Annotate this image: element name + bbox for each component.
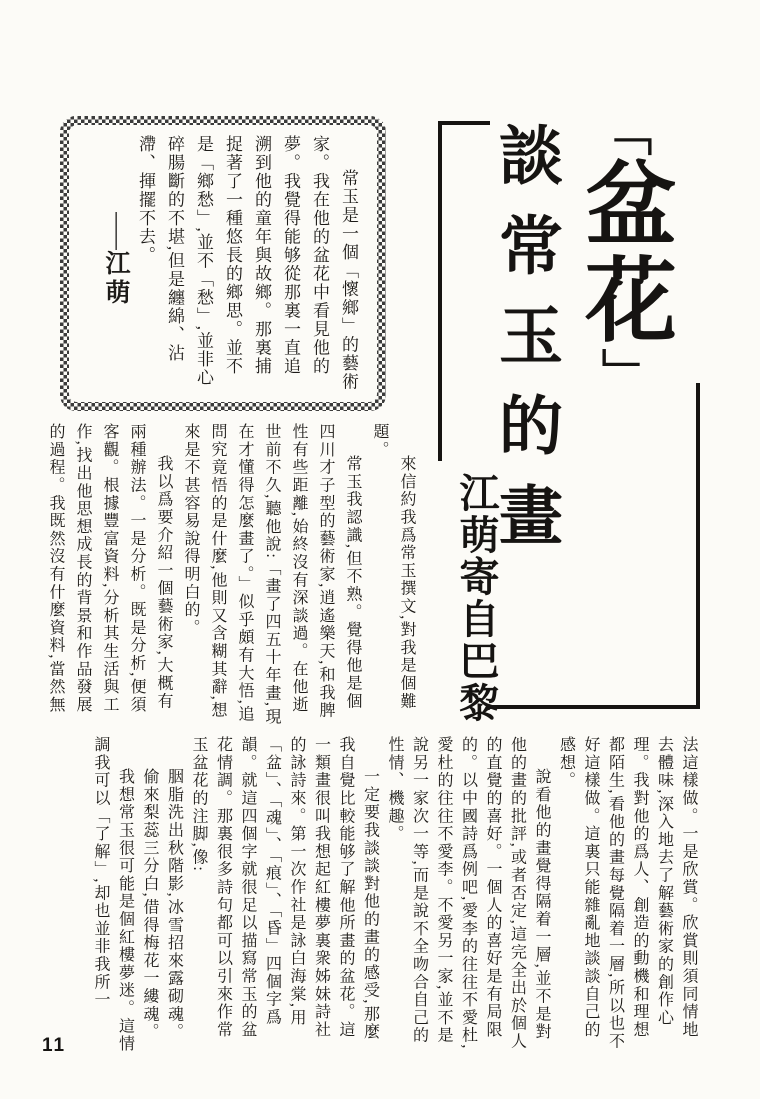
pull-quote-inner — [69, 125, 377, 402]
article-title-sub: 談常玉的畫 — [490, 122, 562, 572]
paragraph: 來信約我爲常玉撰文,對我是個難題。 — [371, 423, 415, 710]
poem-line: 胭脂洗出秋階影,冰雪招來露砌魂。 — [165, 768, 183, 1041]
article-text-lower-band — [36, 736, 700, 1056]
title-main-text: 盆花 — [572, 156, 674, 348]
page-number: 11 — [42, 1035, 67, 1056]
article-title-main — [572, 106, 674, 398]
signature-name: 江萌 — [102, 249, 130, 308]
paragraph: 常玉我認識,但不熟。覺得他是個四川才子型的藝術家,逍遙樂天,和我脾性有些距離,始終沒有深談過。在他逝世前不久,聽他說:「畫了四五十年畫,現在才懂得怎麼畫了。」似乎頗有大悟,追問究竟悟的是什麼,他則又含糊其辭,想來是不甚容易說得明白的。 — [182, 423, 361, 726]
paragraph: 一定要我談談對他的畫的感受,那麼我自覺比較能够了解他所畫的盆花。這一類畫很叫我想起紅樓夢裏衆姊妹詩社的詠詩來。第一次作社是詠白海棠,用「盆」、「魂」、「痕」、「昏」四個字爲韻。就這四個字就很足以描寫常玉的盆花情調。那裏很多詩句都可以引來作常玉盆花的注脚,像: — [190, 736, 379, 1041]
signature-dash: —— — [106, 211, 127, 250]
title-quote-close: 」 — [595, 348, 651, 398]
pull-quote-signature — [101, 135, 131, 392]
pull-quote-box — [60, 116, 386, 411]
paragraph: 說看他的畫覺得隔着一層,並不是對他的畫的批評,或者否定,這完全出於個人的直覺的喜好。一個人的喜好是有局限的。以中國詩爲例吧,愛李的往往不愛杜,愛杜的往往不愛李。不愛另一家,並不是說另一家次一等,而是說不全吻合自己的性情、機趣。 — [386, 736, 550, 1051]
pull-quote-text: 常玉是一個「懷鄉」的藝術家。我在他的盆花中看見他的夢。我覺得能够從那裏一直追溯到他的童年與故鄉。那裏捕捉著了一種悠長的鄉思。並不是「鄉愁」,並不「愁」,並非心碎腸斷的不堪,但是纏綿、沾滯、揮擺不去。 — [136, 135, 358, 391]
title-quote-open: 「 — [595, 106, 651, 156]
article-text-upper-band — [28, 423, 420, 726]
paragraph-continuation: 法這樣做。一是欣賞。欣賞則須同情地去體味,深入地去了解藝術家的創作心理。我對他的爲人、創造的動機和理想都陌生,看他的畫每覺隔着一層,所以也不好這樣做。這裏只能雜亂地談談自己的感想。 — [557, 736, 697, 1051]
poem-line: 偷來梨蕊三分白,借得梅花一縷魂。 — [141, 768, 158, 1041]
title-corner-rule-top-left — [438, 121, 490, 461]
paragraph: 我以爲要介紹一個藝術家,大概有兩種辦法。一是分析。既是分析,便須客觀。根據豐富資料,分析其生活與工作,找出他思想成長的背景和作品發展的過程。我既然沒有什麼資料,當然無 — [47, 423, 172, 714]
article-byline: 江萌寄自巴黎 — [454, 472, 498, 724]
paragraph: 我想常玉很可能是個紅樓夢迷。這情調我可以「了解」,却也並非我所一 — [92, 736, 134, 1053]
